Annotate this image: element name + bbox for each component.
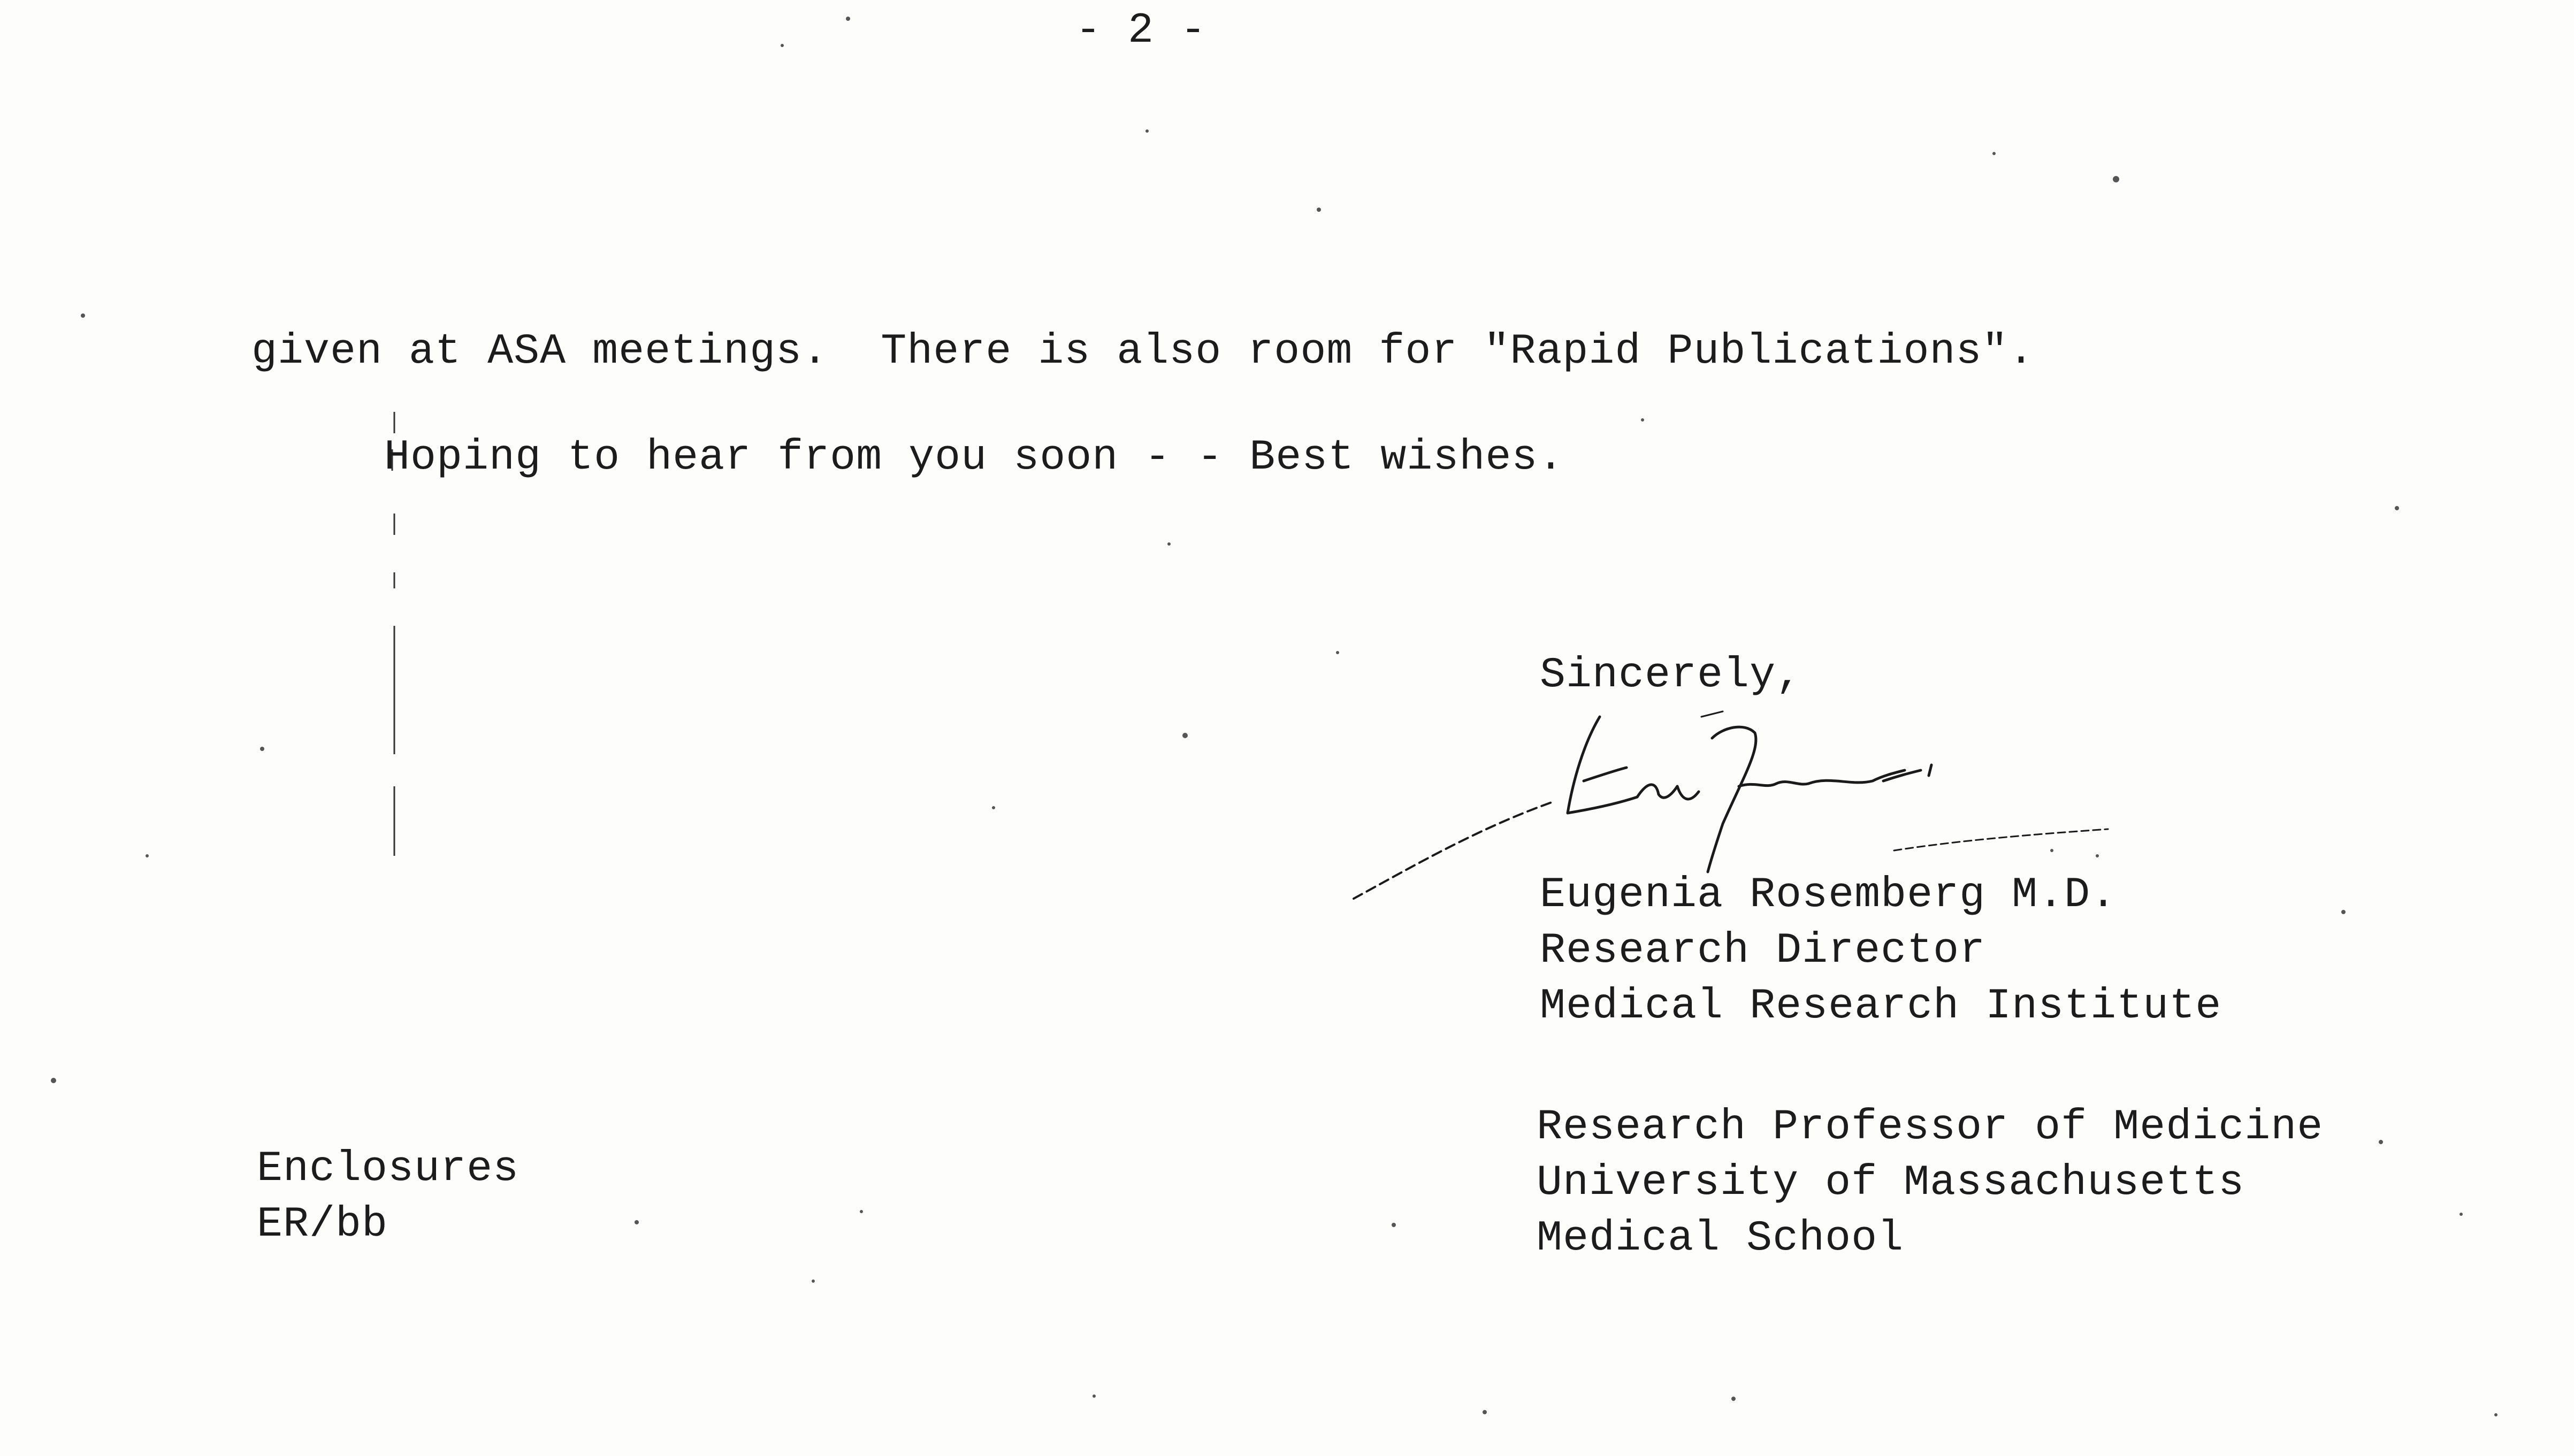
closing-salutation: Sincerely, — [1540, 651, 1802, 700]
affiliation-line-1: Research Professor of Medicine — [1537, 1103, 2324, 1152]
signer-title: Research Director — [1540, 926, 1986, 975]
signer-organization: Medical Research Institute — [1540, 982, 2222, 1031]
affiliation-line-3: Medical School — [1537, 1214, 1904, 1263]
affiliation-block — [1537, 1100, 2323, 1267]
signature-block — [1540, 868, 2221, 1034]
paragraph-line-1: given at ASA meetings. There is also room for "Rapid Publications". — [251, 327, 2035, 376]
typist-initials: ER/bb — [257, 1200, 388, 1249]
enclosures-label: Enclosures — [257, 1145, 520, 1193]
page-number: - 2 - — [1075, 6, 1207, 55]
affiliation-line-2: University of Massachusetts — [1537, 1159, 2245, 1207]
signer-name: Eugenia Rosemberg M.D. — [1540, 871, 2117, 919]
paragraph-line-2: Hoping to hear from you soon - - Best wishes. — [384, 433, 1564, 482]
enclosure-block — [257, 1141, 519, 1253]
